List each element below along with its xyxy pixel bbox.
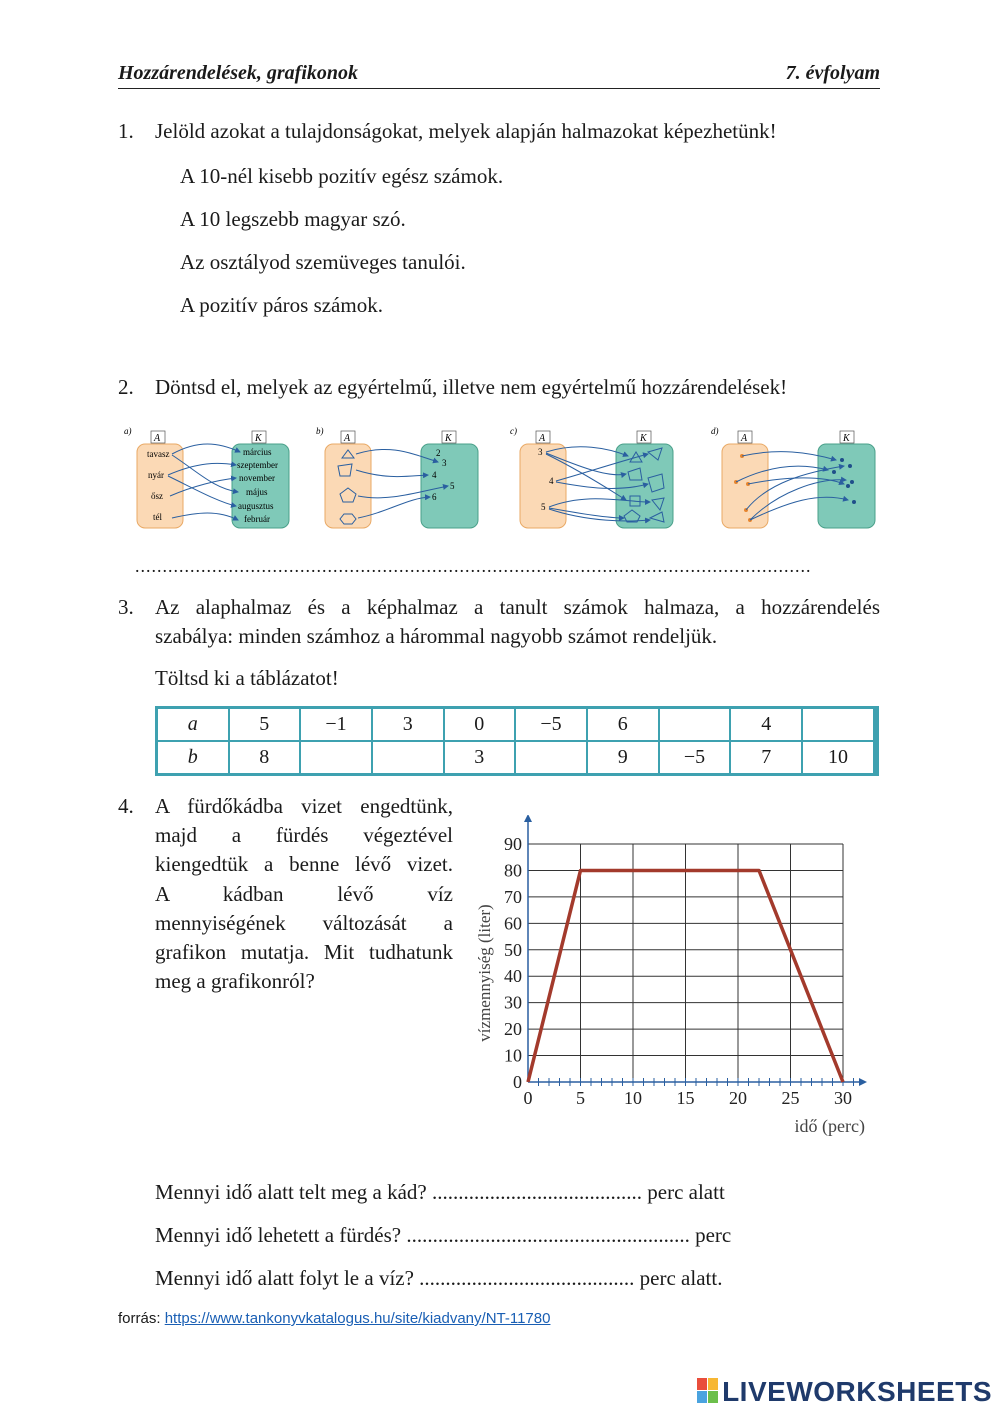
table-cell[interactable]: 3 — [444, 741, 516, 775]
x-tick-label: 25 — [781, 1088, 800, 1108]
brand-footer — [697, 1376, 992, 1408]
question-text-line: mennyiségének változását a — [155, 911, 453, 935]
set-label-k: K — [640, 433, 647, 444]
diagram-b — [316, 426, 478, 528]
mapping-diagrams — [118, 422, 880, 534]
set-element: tél — [153, 512, 162, 522]
table-cell[interactable]: 7 — [730, 741, 802, 775]
set-element: május — [246, 487, 268, 497]
y-tick-label: 80 — [504, 860, 522, 881]
set-label-k: K — [255, 433, 262, 444]
table-cell[interactable]: −5 — [515, 708, 587, 742]
answer-row-3 — [155, 1266, 722, 1291]
set-element: szeptember — [237, 460, 278, 470]
option-2[interactable]: A 10 legszebb magyar szó. — [180, 207, 406, 231]
question-text-line: kiengedtük a benne lévő vizet. — [155, 852, 453, 876]
question-instruction: Töltsd ki a táblázatot! — [155, 666, 339, 690]
option-3[interactable]: Az osztályod szemüveges tanulói. — [180, 250, 466, 274]
row-header: a — [157, 708, 229, 742]
table-cell[interactable]: 5 — [229, 708, 301, 742]
set-element: 2 — [436, 448, 441, 458]
question-number: 4. — [118, 794, 134, 818]
source-line — [118, 1310, 550, 1327]
brand-name: LIVEWORKSHEETS — [722, 1376, 992, 1407]
y-tick-label: 0 — [513, 1072, 522, 1092]
table-cell[interactable] — [372, 741, 444, 775]
diagram-label: d) — [711, 426, 719, 436]
set-element: 3 — [538, 447, 543, 457]
answer-line[interactable]: ........................................................................................................................... — [135, 556, 812, 576]
diagram-d — [711, 426, 875, 528]
question-text: Jelöld azokat a tulajdonságokat, melyek alapján halmazokat képezhetünk! — [155, 119, 777, 143]
set-label-a: A — [154, 433, 161, 444]
x-axis-label: idő (perc) — [794, 1116, 865, 1136]
table-cell[interactable]: 3 — [372, 708, 444, 742]
question-text-line: A kádban lévő víz — [155, 882, 453, 906]
question-number: 2. — [118, 375, 134, 399]
y-tick-label: 30 — [504, 992, 522, 1013]
answer-unit: perc — [695, 1223, 732, 1247]
answer-row-2 — [155, 1223, 731, 1248]
table-cell[interactable] — [802, 708, 876, 742]
x-tick-label: 10 — [624, 1088, 642, 1108]
y-axis-arrow — [524, 815, 532, 822]
set-element: 3 — [442, 458, 447, 468]
value-table — [155, 706, 879, 776]
source-label: forrás: — [118, 1310, 161, 1327]
grade-label: 7. évfolyam — [785, 62, 880, 84]
set-element: augusztus — [238, 501, 274, 511]
set-label-k: K — [843, 433, 850, 444]
question-text-line: grafikon mutatja. Mit tudhatunk — [155, 940, 453, 964]
diagram-label: c) — [510, 426, 517, 436]
set-a — [325, 444, 371, 528]
diagram-label: a) — [124, 426, 132, 436]
set-element: 4 — [549, 476, 554, 486]
y-axis-label: vízmennyiség (liter) — [475, 904, 494, 1042]
row-header: b — [157, 741, 229, 775]
x-tick-label: 0 — [523, 1088, 533, 1108]
table-cell[interactable]: 6 — [587, 708, 659, 742]
set-element: nyár — [148, 470, 164, 480]
water-chart — [470, 815, 880, 1145]
table-cell[interactable]: 4 — [730, 708, 802, 742]
answer-question: Mennyi idő lehetett a fürdés? — [155, 1223, 402, 1247]
set-element: ősz — [151, 491, 163, 501]
table-cell[interactable]: 9 — [587, 741, 659, 775]
set-element: március — [243, 447, 272, 457]
answer-blank[interactable]: ...................................................... — [406, 1223, 690, 1247]
set-element: február — [244, 514, 270, 524]
question-text: Döntsd el, melyek az egyértelmű, illetve nem egyértelmű hozzárendelések! — [155, 375, 788, 399]
set-a — [520, 444, 566, 528]
answer-question: Mennyi idő alatt telt meg a kád? — [155, 1180, 427, 1204]
x-tick-label: 5 — [576, 1088, 585, 1108]
set-element: tavasz — [147, 449, 170, 459]
option-1[interactable]: A 10-nél kisebb pozitív egész számok. — [180, 164, 504, 188]
table-row-a — [157, 708, 877, 742]
x-axis-arrow — [859, 1078, 867, 1086]
answer-question: Mennyi idő alatt folyt le a víz? — [155, 1266, 414, 1290]
diagram-label: b) — [316, 426, 324, 436]
question-text-line: A fürdőkádba vizet engedtünk, — [155, 794, 453, 818]
x-tick-label: 20 — [729, 1088, 747, 1108]
set-element: 5 — [541, 502, 546, 512]
table-cell[interactable]: −1 — [300, 708, 372, 742]
y-tick-label: 90 — [504, 834, 522, 854]
table-cell[interactable]: 10 — [802, 741, 876, 775]
y-tick-label: 10 — [504, 1045, 522, 1066]
table-cell[interactable]: −5 — [659, 741, 731, 775]
page-header — [118, 60, 880, 89]
set-label-a: A — [741, 433, 748, 444]
y-tick-label: 60 — [504, 913, 522, 934]
answer-blank[interactable]: ......................................... — [419, 1266, 635, 1290]
y-tick-label: 70 — [504, 886, 522, 907]
answer-row-1 — [155, 1180, 725, 1205]
y-tick-label: 50 — [504, 939, 522, 960]
question-text-line: meg a grafikonról? — [155, 969, 315, 993]
set-element: 4 — [432, 470, 437, 480]
set-element: 5 — [450, 481, 455, 491]
table-cell[interactable] — [659, 708, 731, 742]
worksheet-title: Hozzárendelések, grafikonok — [118, 62, 358, 84]
set-label-k: K — [445, 433, 452, 444]
answer-blank[interactable]: ........................................ — [432, 1180, 642, 1204]
table-cell[interactable]: 0 — [444, 708, 516, 742]
question-number: 3. — [118, 595, 134, 619]
x-tick-label: 15 — [676, 1088, 695, 1108]
table-row-b — [157, 741, 877, 775]
x-tick-label: 30 — [834, 1088, 852, 1108]
question-text-line: majd a fürdés végeztével — [155, 823, 453, 847]
y-tick-label: 40 — [504, 966, 522, 987]
question-text-line-1: Az alaphalmaz és a képhalmaz a tanult számok halmaza, a hozzárendelés — [155, 595, 880, 619]
answer-unit: perc alatt — [647, 1180, 725, 1204]
option-4[interactable]: A pozitív páros számok. — [180, 293, 383, 317]
diagram-a — [124, 426, 289, 528]
set-label-a: A — [539, 433, 546, 444]
answer-unit: perc alatt. — [639, 1266, 723, 1290]
y-tick-label: 20 — [504, 1019, 522, 1040]
question-number: 1. — [118, 119, 134, 143]
table-cell[interactable]: 8 — [229, 741, 301, 775]
set-element: november — [239, 473, 275, 483]
table-cell[interactable] — [515, 741, 587, 775]
liveworksheets-logo-icon — [697, 1378, 719, 1404]
source-link[interactable]: https://www.tankonyvkatalogus.hu/site/kiadvany/NT-11780 — [164, 1310, 551, 1327]
set-label-a: A — [344, 433, 351, 444]
question-text-line-2: szabálya: minden számhoz a hárommal nagyobb számot rendeljük. — [155, 624, 718, 648]
diagram-c — [510, 426, 673, 528]
table-cell[interactable] — [300, 741, 372, 775]
set-element: 6 — [432, 492, 437, 502]
